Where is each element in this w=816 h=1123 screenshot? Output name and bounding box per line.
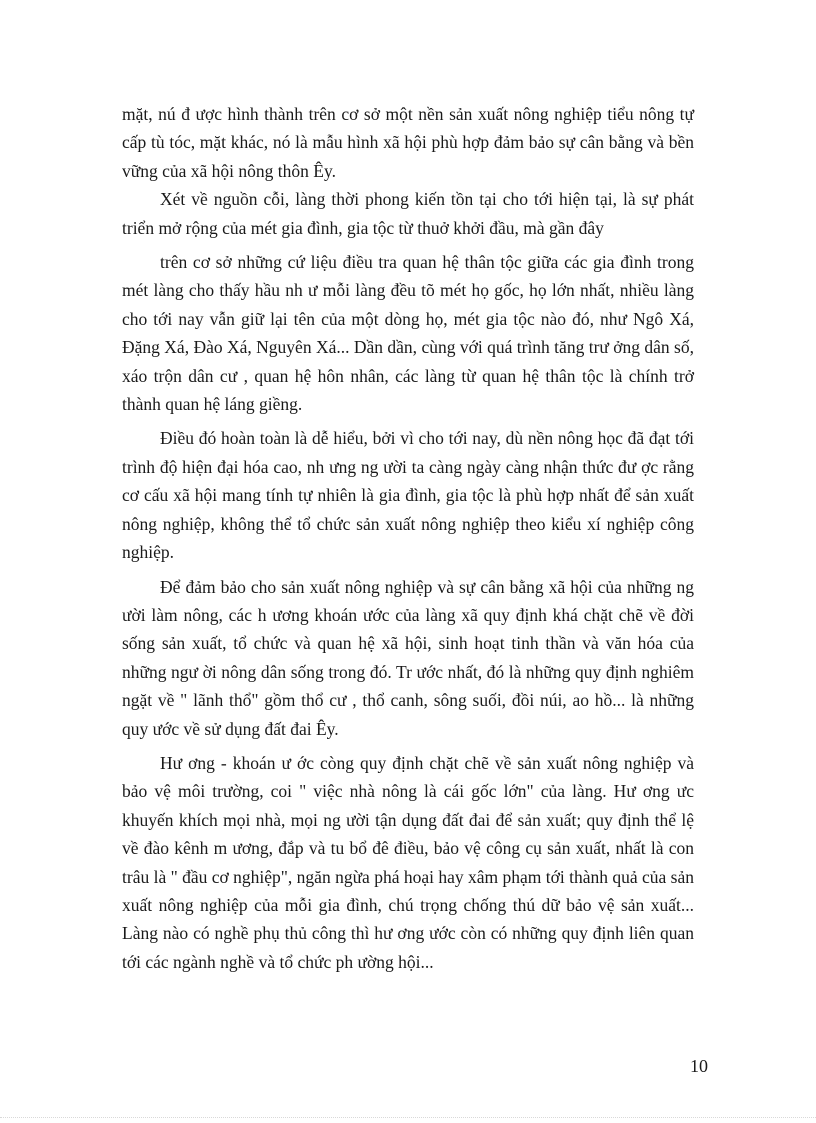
body-text	[122, 100, 694, 976]
paragraph-2: Xét về nguồn cỗi, làng thời phong kiến tồn tại cho tới hiện tại, là sự phát triển mở rộng của mét gia đình, gia tộc từ thuở khởi đầu, mà gần đây	[122, 189, 694, 238]
paragraph-1: mặt, nú đ ược hình thành trên cơ sở một nền sản xuất nông nghiệp tiểu nông tự cấp tù tóc, mặt khác, nó là mẫu hình xã hội phù hợp đảm bảo sự cân bằng và bền vững của xã hội nông thôn Êy.	[122, 104, 694, 181]
paragraph-4: Điều đó hoàn toàn là dễ hiểu, bởi vì cho tới nay, dù nền nông học đã đạt tới trình độ hiện đại hóa cao, nh ưng ng ười ta càng ngày càng nhận thức đư ợc rằng cơ cấu xã hội mang tính tự nhiên là gia đình, gia tộc là phù hợp nhất để sản xuất nông nghiệp, không thể tổ chức sản xuất nông nghiệp theo kiểu xí nghiệp công nghiệp.	[122, 428, 694, 563]
page-number: 10	[690, 1056, 708, 1076]
paragraph-5: Để đảm bảo cho sản xuất nông nghiệp và sự cân bằng xã hội của những ng ười làm nông, các h ương khoán ước của làng xã quy định khá chặt chẽ về đời sống sản xuất, tổ chức và quan hệ xã hội, sinh hoạt tinh thần và văn hóa của những ngư ời nông dân sống trong đó. Tr ước nhất, đó là những quy định nghiêm ngặt về " lãnh thổ" gồm thổ cư , thổ canh, sông suối, đồi núi, ao hồ... là những quy ước về sử dụng đất đai Êy.	[122, 576, 694, 739]
page-bottom-divider	[0, 1117, 816, 1118]
paragraph-3: trên cơ sở những cứ liệu điều tra quan hệ thân tộc giữa các gia đình trong mét làng cho thấy hầu nh ư mỗi làng đều tõ mét họ gốc, họ lớn nhất, nhiều làng cho tới nay vẫn giữ lại tên của một dòng họ, mét gia tộc nào đó, như Ngô Xá, Đặng Xá, Đào Xá, Nguyên Xá... Dần dần, cùng với quá trình tăng trư ởng dân số, xáo trộn dân cư , quan hệ hôn nhân, các làng từ quan hệ thân tộc là chính trở thành quan hệ láng giềng.	[122, 252, 694, 415]
paragraph-6: Hư ơng - khoán ư ớc còng quy định chặt chẽ về sản xuất nông nghiệp và bảo vệ môi trường, coi " việc nhà nông là cái gốc lớn" của làng. Hư ơng ưc khuyến khích mọi nhà, mọi ng ười tận dụng đất đai để sản xuất; quy định thể lệ về đào kênh m ương, đắp và tu bổ đê điều, bảo vệ công cụ sản xuất, nhất là con trâu là " đầu cơ nghiệp", ngăn ngừa phá hoại hay xâm phạm tới thành quả của sản xuất nông nghiệp của mỗi gia đình, chú trọng chống thú dữ bảo vệ sản xuất... Làng nào có nghề phụ thủ công thì hư ơng ước còn có những quy định liên quan tới các ngành nghề và tổ chức ph ường hội...	[122, 752, 694, 972]
